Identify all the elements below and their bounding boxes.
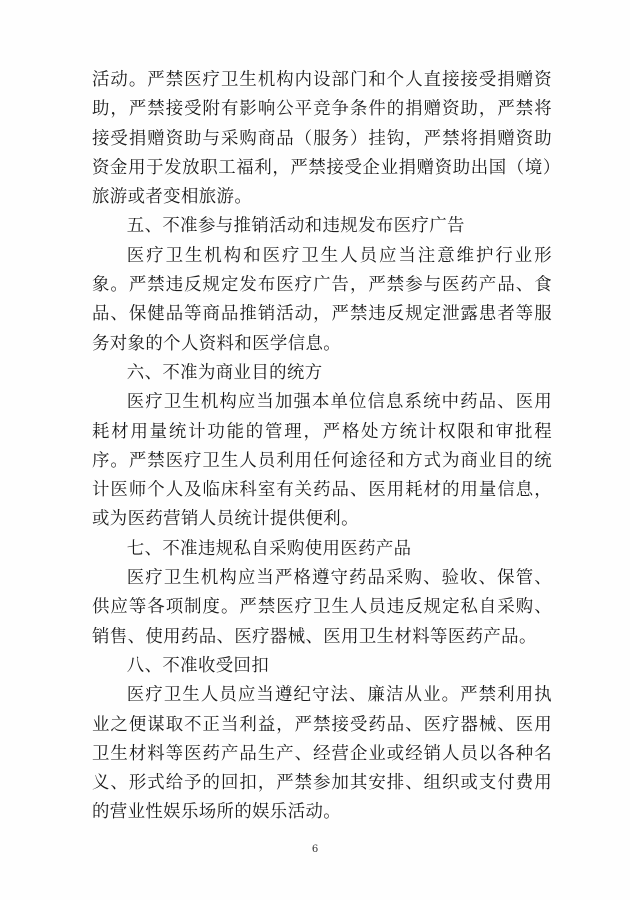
paragraph-section-5: 医疗卫生机构和医疗卫生人员应当注意维护行业形象。严禁违反规定发布医疗广告，严禁参与医药产品、食品、保健品等商品推销活动，严禁违反规定泄露患者等服务对象的个人资料和医学信息。	[92, 245, 552, 354]
paragraph-section-8: 医疗卫生人员应当遵纪守法、廉洁从业。严禁利用执业之便谋取不正当利益，严禁接受药品、医疗器械、医用卫生材料等医药产品生产、经营企业或经销人员以各种名义、形式给予的回扣，严禁参加其安排、组织或支付费用的营业性娱乐场所的娱乐活动。	[92, 685, 552, 823]
section-heading-5: 五、不准参与推销活动和违规发布医疗广告	[126, 216, 465, 237]
section-heading-8: 八、不准收受回扣	[126, 655, 270, 676]
section-heading-7: 七、不准违规私自采购使用医药产品	[126, 538, 412, 559]
document-body	[92, 66, 552, 828]
paragraph-section-7: 医疗卫生机构应当严格遵守药品采购、验收、保管、供应等各项制度。严禁医疗卫生人员违反规定私自采购、销售、使用药品、医疗器械、医用卫生材料等医药产品。	[92, 568, 552, 647]
section-heading-6: 六、不准为商业目的统方	[126, 362, 323, 383]
page-number: 6	[311, 844, 319, 855]
paragraph-continuation: 活动。严禁医疗卫生机构内设部门和个人直接接受捐赠资助，严禁接受附有影响公平竞争条件的捐赠资助，严禁将接受捐赠资助与采购商品（服务）挂钩，严禁将捐赠资助资金用于发放职工福利，严禁接受企业捐赠资助出国（境）旅游或者变相旅游。	[92, 70, 552, 208]
paragraph-section-6: 医疗卫生机构应当加强本单位信息系统中药品、医用耗材用量统计功能的管理，严格处方统计权限和审批程序。严禁医疗卫生人员利用任何途径和方式为商业目的统计医师个人及临床科室有关药品、医用耗材的用量信息，或为医药营销人员统计提供便利。	[92, 392, 552, 530]
